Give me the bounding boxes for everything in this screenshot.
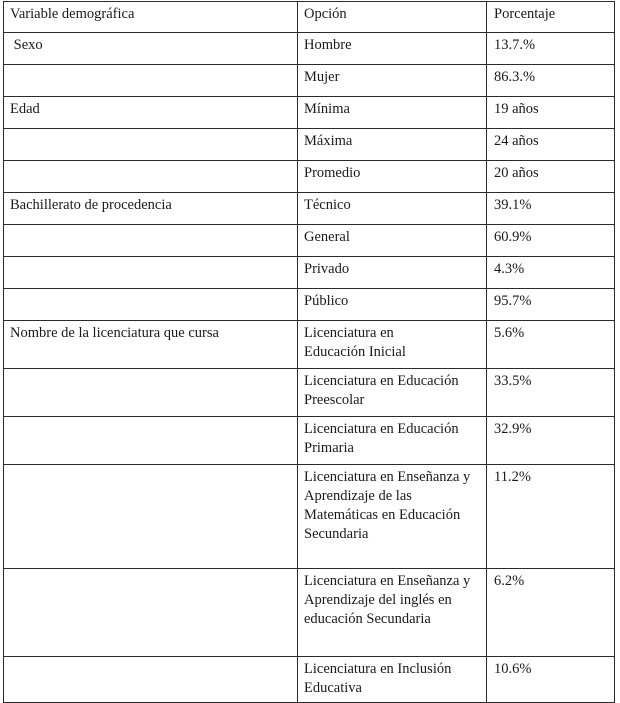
option-cell: Público (298, 289, 487, 321)
table-row (4, 569, 615, 657)
variable-cell (4, 225, 298, 257)
table-row (4, 161, 615, 193)
value-cell: 20 años (487, 161, 615, 193)
option-cell: Licenciatura en Enseñanza y Aprendizaje de las Matemáticas en Educación Secundaria (298, 465, 487, 569)
value-cell: 5.6% (487, 321, 615, 369)
value-cell: 6.2% (487, 569, 615, 657)
header-option: Opción (298, 2, 487, 33)
variable-cell (4, 257, 298, 289)
table-header-row (4, 2, 615, 33)
value-cell: 4.3% (487, 257, 615, 289)
option-cell: Técnico (298, 193, 487, 225)
value-cell: 11.2% (487, 465, 615, 569)
option-cell: Licenciatura en Enseñanza y Aprendizaje del inglés en educación Secundaria (298, 569, 487, 657)
option-cell: General (298, 225, 487, 257)
header-variable: Variable demográfica (4, 2, 298, 33)
option-cell: Licenciatura en Educación Preescolar (298, 369, 487, 417)
table-row (4, 369, 615, 417)
table-row (4, 321, 615, 369)
variable-cell: Nombre de la licenciatura que cursa (4, 321, 298, 369)
value-cell: 95.7% (487, 289, 615, 321)
variable-cell (4, 369, 298, 417)
variable-cell (4, 129, 298, 161)
table-row (4, 65, 615, 97)
option-cell: Promedio (298, 161, 487, 193)
table-row (4, 657, 615, 703)
variable-cell: Edad (4, 97, 298, 129)
table-row (4, 129, 615, 161)
value-cell: 32.9% (487, 417, 615, 465)
table-row (4, 465, 615, 569)
option-cell: Máxima (298, 129, 487, 161)
option-cell: Licenciatura en Educación Primaria (298, 417, 487, 465)
table-row (4, 417, 615, 465)
demographics-table (3, 1, 615, 703)
variable-cell (4, 161, 298, 193)
option-cell: Hombre (298, 33, 487, 65)
header-percentage: Porcentaje (487, 2, 615, 33)
value-cell: 39.1% (487, 193, 615, 225)
value-cell: 13.7.% (487, 33, 615, 65)
table-row (4, 289, 615, 321)
variable-cell (4, 569, 298, 657)
option-cell: Licenciatura en Educación Inicial (298, 321, 487, 369)
option-cell: Mujer (298, 65, 487, 97)
option-cell: Mínima (298, 97, 487, 129)
variable-cell (4, 657, 298, 703)
value-cell: 86.3.% (487, 65, 615, 97)
value-cell: 19 años (487, 97, 615, 129)
value-cell: 60.9% (487, 225, 615, 257)
variable-cell: Sexo (4, 33, 298, 65)
option-cell: Licenciatura en Inclusión Educativa (298, 657, 487, 703)
variable-cell (4, 465, 298, 569)
variable-cell (4, 65, 298, 97)
table-row (4, 97, 615, 129)
table-row (4, 225, 615, 257)
variable-cell (4, 417, 298, 465)
value-cell: 33.5% (487, 369, 615, 417)
option-cell: Privado (298, 257, 487, 289)
table-row (4, 257, 615, 289)
table-row (4, 33, 615, 65)
value-cell: 24 años (487, 129, 615, 161)
table-row (4, 193, 615, 225)
variable-cell: Bachillerato de procedencia (4, 193, 298, 225)
value-cell: 10.6% (487, 657, 615, 703)
variable-cell (4, 289, 298, 321)
